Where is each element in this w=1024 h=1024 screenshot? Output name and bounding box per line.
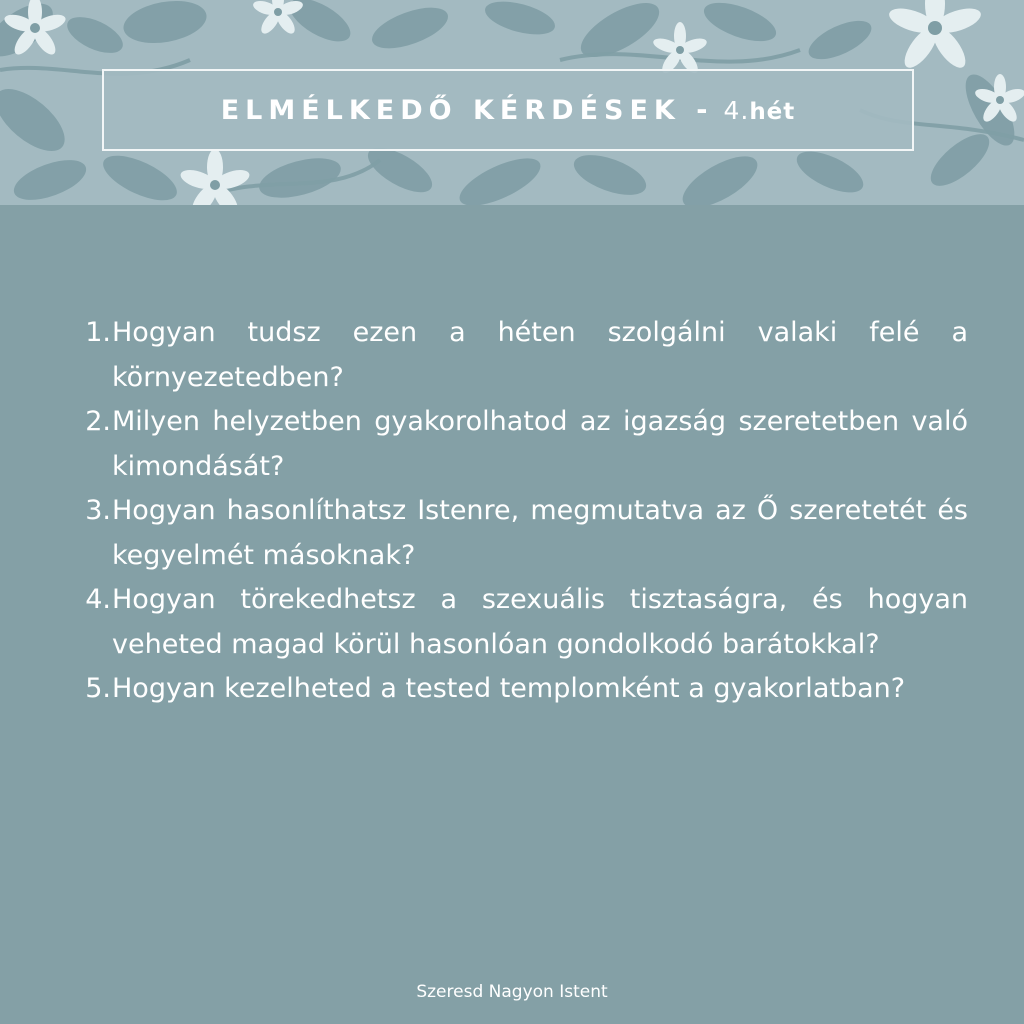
question-number: 4.	[85, 584, 111, 615]
list-item	[70, 400, 968, 489]
footer-brand: Szeresd Nagyon Istent	[416, 982, 608, 1002]
title-frame	[102, 69, 914, 151]
list-item	[70, 667, 968, 712]
list-item	[70, 489, 968, 578]
question-number: 1.	[85, 317, 111, 348]
question-number: 3.	[85, 495, 111, 526]
page-title: ELMÉLKEDŐ KÉRDÉSEK -	[220, 94, 714, 126]
question-list	[70, 311, 968, 712]
week-label	[723, 96, 795, 125]
question-text: Hogyan tudsz ezen a héten szolgálni valaki felé a környezetedben?	[112, 317, 968, 393]
week-word: hét	[749, 98, 796, 125]
question-text: Hogyan hasonlíthatsz Istenre, megmutatva az Ő szeretetét és kegyelmét másoknak?	[112, 495, 968, 571]
list-item	[70, 311, 968, 400]
header-banner	[0, 0, 1024, 205]
list-item	[70, 578, 968, 667]
question-number: 2.	[85, 406, 111, 437]
week-number: 4.	[723, 95, 750, 125]
question-text: Hogyan kezelheted a tested templomként a gyakorlatban?	[112, 673, 906, 704]
question-number: 5.	[85, 673, 111, 704]
question-text: Milyen helyzetben gyakorolhatod az igazság szeretetben való kimondását?	[112, 406, 968, 482]
question-text: Hogyan törekedhetsz a szexuális tisztaságra, és hogyan veheted magad körül hasonlóan gondolkodó barátokkal?	[112, 584, 968, 660]
